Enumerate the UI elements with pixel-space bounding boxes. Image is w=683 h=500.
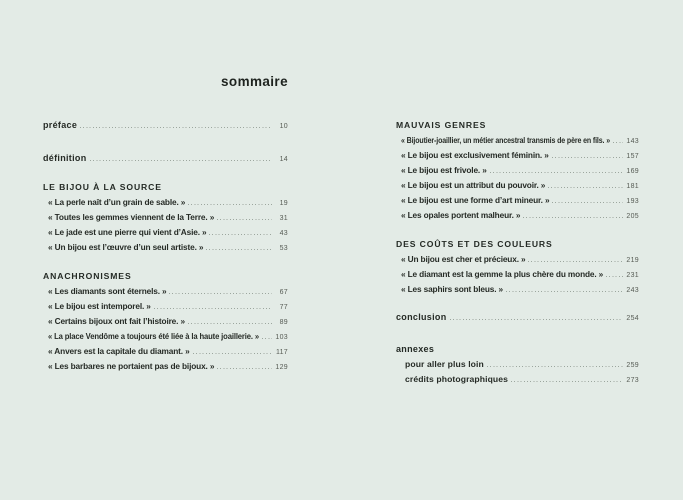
- toc-entry-page-number: 103: [275, 334, 288, 341]
- dot-leader: [217, 219, 272, 220]
- toc-section-items: [43, 284, 288, 374]
- dot-leader: [188, 204, 272, 205]
- toc-entry: [401, 133, 639, 148]
- toc-entry: [48, 225, 288, 240]
- toc-entry-page-number: 193: [626, 198, 639, 205]
- toc-entry: [48, 210, 288, 225]
- toc-entry: [405, 357, 639, 372]
- toc-entry-page-number: 273: [626, 377, 639, 384]
- toc-entry-label: « Le bijou est frivole. »: [401, 165, 487, 175]
- toc-entry-label: « Un bijou est l’œuvre d’un seul artiste. »: [48, 242, 204, 252]
- dot-leader: [169, 293, 272, 294]
- dot-leader: [487, 366, 623, 367]
- toc-entry: [43, 151, 288, 166]
- toc-entry-page-number: 243: [626, 287, 639, 294]
- toc-entry-label: « Anvers est la capitale du diamant. »: [48, 346, 190, 356]
- toc-entry-label: « Les diamants sont éternels. »: [48, 286, 167, 296]
- toc-entry-label: « Le bijou est exclusivement féminin. »: [401, 150, 549, 160]
- dot-leader: [217, 368, 272, 369]
- dot-leader: [209, 234, 272, 235]
- toc-entry-label: « Le diamant est la gemme la plus chère du monde. »: [401, 269, 604, 279]
- dot-leader: [548, 187, 623, 188]
- dot-leader: [490, 172, 623, 173]
- toc-entry-label: crédits photographiques: [405, 374, 509, 384]
- toc-entry-label: « Les saphirs sont bleus. »: [401, 284, 504, 294]
- toc-section-items: [396, 252, 639, 297]
- toc-entry-label: « Le bijou est une forme d’art mineur. »: [401, 195, 550, 205]
- page-title: sommaire: [221, 74, 288, 89]
- toc-entry-page-number: 231: [626, 272, 639, 279]
- toc-entry: [48, 284, 288, 299]
- toc-entry-page-number: 254: [626, 315, 639, 322]
- toc-entry-label: « Un bijou est cher et précieux. »: [401, 254, 526, 264]
- toc-entry-label: préface: [43, 120, 78, 130]
- toc-entry: [396, 310, 639, 325]
- dot-leader: [511, 381, 623, 382]
- toc-entry-page-number: 169: [626, 168, 639, 175]
- toc-entry-page-number: 10: [279, 123, 288, 130]
- toc-section: [43, 269, 288, 374]
- toc-entry-page-number: 19: [279, 200, 288, 207]
- toc-entry-label: conclusion: [396, 312, 447, 322]
- dot-leader: [188, 323, 272, 324]
- toc-entry: [43, 118, 288, 133]
- toc-entry-label: « La perle naît d’un grain de sable. »: [48, 197, 186, 207]
- toc-entry-page-number: 31: [279, 215, 288, 222]
- toc-entry-page-number: 143: [626, 138, 639, 145]
- toc-entry: [401, 148, 639, 163]
- toc-entry-label: « Les barbares ne portaient pas de bijoux. »: [48, 361, 215, 371]
- toc-entry-label: « Le bijou est intemporel. »: [48, 301, 151, 311]
- toc-section: [396, 118, 639, 223]
- dot-leader: [528, 261, 623, 262]
- toc-entry-page-number: 157: [626, 153, 639, 160]
- toc-entry-page-number: 219: [626, 257, 639, 264]
- toc-entry-page-number: 53: [279, 245, 288, 252]
- dot-leader: [262, 338, 272, 339]
- dot-leader: [154, 308, 272, 309]
- toc-section-title: annexes: [396, 344, 435, 354]
- dot-leader: [450, 319, 623, 320]
- toc-section-title: LE BIJOU À LA SOURCE: [43, 182, 162, 192]
- toc-annexes: [396, 342, 639, 387]
- toc-entry: [48, 195, 288, 210]
- toc-entry-page-number: 43: [279, 230, 288, 237]
- toc-entry-label: pour aller plus loin: [405, 359, 484, 369]
- toc-section-title: DES COÛTS ET DES COULEURS: [396, 239, 553, 249]
- toc-entry: [48, 314, 288, 329]
- toc-section: [396, 237, 639, 297]
- dot-leader: [90, 160, 273, 161]
- toc-entry-page-number: 67: [279, 289, 288, 296]
- toc-entry-label: « Bijoutier-joaillier, un métier ancestral transmis de père en fils. »: [401, 135, 610, 145]
- toc-entry: [401, 267, 639, 282]
- toc-entry: [401, 163, 639, 178]
- toc-entry-page-number: 14: [279, 156, 288, 163]
- toc-entry: [401, 193, 639, 208]
- toc-entry-page-number: 89: [279, 319, 288, 326]
- toc-entry-label: « Certains bijoux ont fait l’histoire. »: [48, 316, 185, 326]
- dot-leader: [206, 249, 272, 250]
- toc-section-title: ANACHRONISMES: [43, 271, 132, 281]
- toc-section-title: MAUVAIS GENRES: [396, 120, 487, 130]
- toc-entry-label: « Toutes les gemmes viennent de la Terre. »: [48, 212, 215, 222]
- toc-entry-page-number: 181: [626, 183, 639, 190]
- dot-leader: [523, 217, 623, 218]
- dot-leader: [193, 353, 272, 354]
- toc-entry-label: définition: [43, 153, 87, 163]
- dot-leader: [552, 202, 623, 203]
- toc-entry-label: « Le jade est une pierre qui vient d’Asie. »: [48, 227, 207, 237]
- dot-leader: [613, 142, 623, 143]
- toc-entry-page-number: 117: [275, 349, 288, 356]
- dot-leader: [552, 157, 623, 158]
- dot-leader: [80, 127, 272, 128]
- toc-entry: [48, 344, 288, 359]
- dot-leader: [606, 276, 623, 277]
- toc-entry-label: « La place Vendôme a toujours été liée à la haute joaillerie. »: [48, 331, 259, 341]
- toc-entry-page-number: 205: [626, 213, 639, 220]
- toc-section-items: [396, 133, 639, 223]
- toc-section: [43, 180, 288, 255]
- toc-entry-label: « Les opales portent malheur. »: [401, 210, 521, 220]
- toc-entry: [401, 178, 639, 193]
- toc-section-items: [396, 357, 639, 387]
- toc-entry-page-number: 129: [275, 364, 288, 371]
- toc-entry: [48, 329, 288, 344]
- dot-leader: [506, 291, 623, 292]
- right-column: [396, 118, 639, 387]
- toc-entry: [48, 359, 288, 374]
- toc-entry-page-number: 259: [626, 362, 639, 369]
- left-column: [43, 118, 288, 374]
- toc-entry-label: « Le bijou est un attribut du pouvoir. »: [401, 180, 546, 190]
- toc-entry: [401, 208, 639, 223]
- toc-entry: [48, 299, 288, 314]
- toc-entry-page-number: 77: [279, 304, 288, 311]
- toc-entry: [48, 240, 288, 255]
- toc-entry: [401, 282, 639, 297]
- toc-section-items: [43, 195, 288, 255]
- toc-entry: [401, 252, 639, 267]
- toc-entry: [405, 372, 639, 387]
